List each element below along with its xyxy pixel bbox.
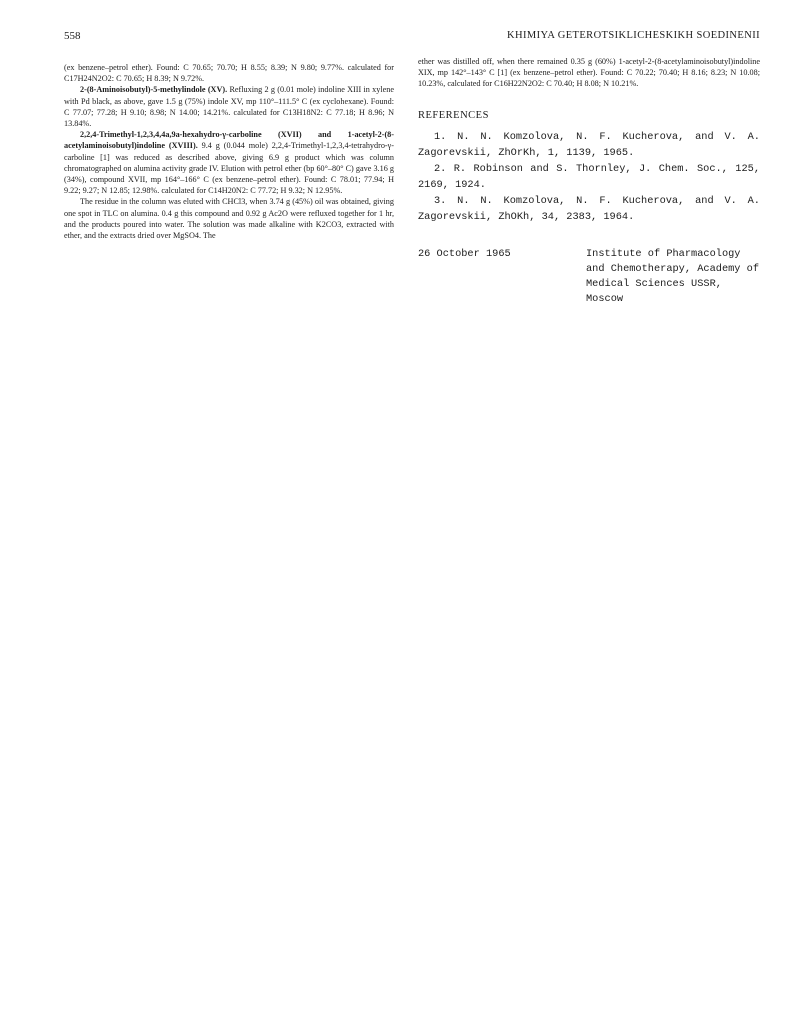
compound-title: 2-(8-Aminoisobutyl)-5-methylindole (XV). xyxy=(80,85,228,95)
reference-item: 3. N. N. Komzolova, N. F. Kucherova, and V. A. Zagorevskii, ZhOKh, 34, 2383, 1964. xyxy=(418,194,760,223)
page-header xyxy=(64,30,760,46)
received-date: 26 October 1965 xyxy=(418,247,511,260)
reference-item: 2. R. Robinson and S. Thornley, J. Chem. Soc., 125, 2169, 1924. xyxy=(418,162,760,191)
paragraph-text: ether was distilled off, when there remained 0.35 g (60%) 1-acetyl-2-(8-acetylaminoisobutyl)indoline XIX, mp 142°–143° C [1] (ex benzene–petrol ether). Found: C 70.22; 70.40; H 8.16; 8.23; N 10.08; 10.23%, calculated for C16H22N2O2: C 70.40; H 8.08; N 10.21%. xyxy=(418,57,760,89)
paragraph-text: (ex benzene–petrol ether). Found: C 70.65; 70.70; H 8.55; 8.39; N 9.80; 9.77%. calculated for C17H24N2O2: C 70.65; H 8.39; N 9.72%. xyxy=(64,63,394,84)
left-column xyxy=(64,62,394,241)
journal-title: KHIMIYA GETEROTSIKLICHESKIKH SOEDINENII xyxy=(507,30,760,41)
article-footer xyxy=(418,247,760,317)
references-heading: REFERENCES xyxy=(418,109,489,121)
paragraph-residue xyxy=(64,196,394,241)
paragraph-continuation xyxy=(64,62,394,84)
paragraph-continuation-right xyxy=(418,56,760,90)
paragraph-text: The residue in the column was eluted with CHCl3, when 3.74 g (45%) oil was obtained, giving one spot in TLC on alumina. 0.4 g this compound and 0.92 g Ac2O were refluxed together for 1 hr, and the products poured into water. The solution was made alkaline with K2CO3, extracted with ether, and the extracts dried over MgSO4. The xyxy=(64,197,394,241)
paragraph-text: Refluxing 2 g (0.01 mole) indoline XIII in xylene with Pd black, as above, gave 1.5 g (75%) indole XV, mp 110°–111.5° C (ex cyclohexane). Found: C 77.07; 77.28; H 9.10; 8.98; N 14.00; 14.21%. calculated for C13H18N2: C 77.18; H 8.96; N 13.84%. xyxy=(64,85,394,129)
reference-item: 1. N. N. Komzolova, N. F. Kucherova, and V. A. Zagorevskii, ZhOrKh, 1, 1139, 1965. xyxy=(418,130,760,159)
affiliation: Institute of Pharmacology and Chemotherapy, Academy of Medical Sciences USSR, Moscow xyxy=(586,247,760,305)
right-column xyxy=(418,56,760,317)
paragraph-compound-xv xyxy=(64,84,394,129)
paragraph-text: 9.4 g (0.044 mole) 2,2,4-Trimethyl-1,2,3,4-tetrahydro-γ-carboline [1] was reduced as described above, giving 6.9 g product which was column chromatographed on alumina activity grade IV. Elution with petrol ether (bp 60°–80° C) gave 3.16 g (34%), compound XVII, mp 164°–166° C (ex benzene–petrol ether). Found: C 78.01; 77.94; H 9.22; 9.27; N 12.85; 12.98%. calculated for C14H20N2: C 77.72; H 9.32; N 12.95%. xyxy=(64,141,395,196)
compound-title: 2,2,4-Trimethyl-1,2,3,4,4a,9a-hexahydro-γ-carboline (XVII) and 1-acetyl-2-(8-acetylaminoisobutyl)indoline (XVIII). xyxy=(64,130,394,151)
references-list xyxy=(418,129,760,225)
page-number: 558 xyxy=(64,30,81,42)
paragraph-compound-xvii xyxy=(64,129,394,196)
